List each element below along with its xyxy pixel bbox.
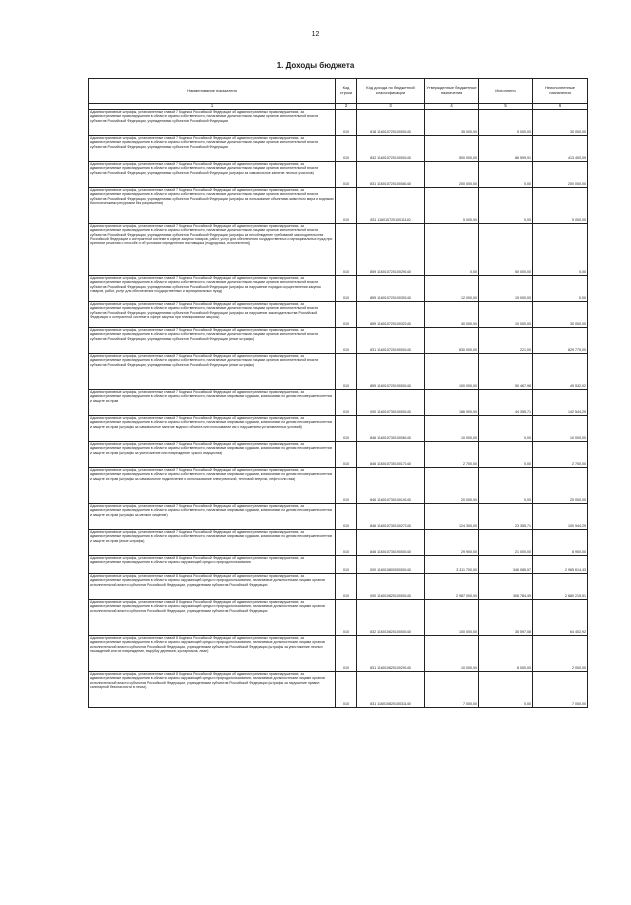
unexecuted-amount: 2 700,00 (533, 442, 588, 468)
row-code: 010 (336, 390, 357, 416)
indicator-name: Административные штрафы, установленные главой 7 Кодекса Российской Федерации об административных правонарушениях, за административные правонарушения в области охраны собственности, налагаемые мировыми судьями, комиссиями по делам несовершеннолетних и защите их прав (89, 390, 336, 416)
approved-amount: 5 000,00 (425, 188, 479, 224)
indicator-name: Административные штрафы, установленные главой 7 Кодекса Российской Федерации об административных правонарушениях, за административные правонарушения в области охраны собственности, налагаемые должностными лицами органов исполнительной власти субъектов Российской Федерации, учреждениями субъектов Российской Федерации (иные штрафы) (89, 328, 336, 354)
table-row (89, 224, 588, 276)
income-code: 859 11601072019000140 (357, 354, 425, 390)
table-row (89, 636, 588, 672)
row-code: 010 (336, 504, 357, 530)
unexecuted-amount: 829 779,00 (533, 328, 588, 354)
table-row (89, 468, 588, 504)
indicator-name: Административные штрафы, установленные главой 7 Кодекса Российской Федерации об административных правонарушениях, за административные правонарушения в области охраны собственности, налагаемые должностными лицами органов исполнительной власти субъектов Российской Федерации, учреждениями субъектов Российской Федерации (штрафы за несоблюдение требований законодательства Российской Федерации о контрактной системе в сфере закупок товаров, работ, услуг для обеспечения государственных и муниципальных нужд при принятии решения о способе и об условиях определения поставщика (подрядчика, исполнителя)) (89, 224, 336, 276)
approved-amount: 0,00 (425, 224, 479, 276)
indicator-name: Административные штрафы, установленные главой 7 Кодекса Российской Федерации об административных правонарушениях, за административные правонарушения в области охраны собственности, налагаемые должностными лицами органов исполнительной власти субъектов Российской Федерации, учреждениями субъектов Российской Федерации (штрафы за пользование объектами животного мира и водными биологическими ресурсами без разрешения) (89, 188, 336, 224)
executed-amount: 10 000,00 (479, 302, 533, 328)
income-code: 000 11601073010000140 (357, 390, 425, 416)
header-unexecuted: Неисполненные назначения (533, 79, 588, 104)
indicator-name: Административные штрафы, установленные главой 7 Кодекса Российской Федерации об административных правонарушениях, за административные правонарушения в области охраны собственности, налагаемые мировыми судьями, комиссиями по делам несовершеннолетних и защите их прав (штрафы за самовольное подключение и использование электрической, тепловой энергии, нефти или газа) (89, 468, 336, 504)
header-row-code: Код строки (336, 79, 357, 104)
column-number: 3 (357, 104, 425, 110)
header-row (89, 79, 588, 104)
approved-amount: 200 000,00 (425, 162, 479, 188)
executed-amount: 86 599,91 (479, 136, 533, 162)
income-code: 832 11601072010000140 (357, 136, 425, 162)
executed-amount: 44 355,71 (479, 390, 533, 416)
table-row (89, 188, 588, 224)
unexecuted-amount: 413 400,09 (533, 136, 588, 162)
table-row (89, 276, 588, 302)
income-code: 846 11601073010027140 (357, 504, 425, 530)
approved-amount: 500 000,00 (425, 136, 479, 162)
approved-amount: 7 000,00 (425, 672, 479, 708)
column-number: 4 (425, 104, 479, 110)
indicator-name: Административные штрафы, установленные главой 7 Кодекса Российской Федерации об административных правонарушениях, за административные правонарушения в области охраны собственности, налагаемые должностными лицами органов исполнительной власти субъектов Российской Федерации, учреждениями субъектов Российской Федерации (штрафы за самовольное занятие лесных участков) (89, 162, 336, 188)
unexecuted-amount: 142 544,29 (533, 390, 588, 416)
indicator-name: Административные штрафы, установленные главой 7 Кодекса Российской Федерации об административных правонарушениях, за административные правонарушения в области охраны собственности, налагаемые мировыми судьями, комиссиями по делам несовершеннолетних и защите их прав (штрафы за уничтожение или повреждение чужого имущества) (89, 442, 336, 468)
income-code: 831 11601072010008140 (357, 162, 425, 188)
income-code: 831 11601072019000140 (357, 328, 425, 354)
indicator-name: Административные штрафы, установленные главой 7 Кодекса Российской Федерации об административных правонарушениях, за административные правонарушения в области охраны собственности, налагаемые мировыми судьями, комиссиями по делам несовершеннолетних и защите их прав (штрафы за самовольное занятие водного объекта или пользование им с нарушением установленных условий) (89, 416, 336, 442)
column-number: 1 (89, 104, 336, 110)
approved-amount: 100 000,00 (425, 354, 479, 390)
unexecuted-amount: 20 000,00 (533, 468, 588, 504)
row-code: 010 (336, 302, 357, 328)
indicator-name: Административные штрафы, установленные главой 7 Кодекса Российской Федерации об административных правонарушениях, за административные правонарушения в области охраны собственности, налагаемые должностными лицами органов исполнительной власти субъектов Российской Федерации, учреждениями субъектов Российской Федерации (штрафы за нарушение порядка осуществления закупок товаров, работ, услуг для обеспечения государственных и муниципальных нужд) (89, 276, 336, 302)
executed-amount: 0,00 (479, 672, 533, 708)
header-approved: Утвержденные бюджетные назначения (425, 79, 479, 104)
table-row (89, 328, 588, 354)
indicator-name: Административные штрафы, установленные главой 7 Кодекса Российской Федерации об административных правонарушениях, за административные правонарушения в области охраны собственности, налагаемые должностными лицами органов исполнительной власти субъектов Российской Федерации, учреждениями субъектов Российской Федерации (89, 110, 336, 136)
approved-amount: 186 900,00 (425, 390, 479, 416)
income-code: 846 11601073010017140 (357, 442, 425, 468)
approved-amount: 124 300,00 (425, 504, 479, 530)
unexecuted-amount: 8 900,00 (533, 530, 588, 556)
indicator-name: Административные штрафы, установленные главой 8 Кодекса Российской Федерации об административных правонарушениях, за административные правонарушения в области охраны окружающей среды и природопользования, налагаемые должностными лицами органов исполнительной власти субъектов Российской Федерации, учреждениями субъектов Российской Федерации (89, 574, 336, 600)
table-row (89, 504, 588, 530)
table-row (89, 556, 588, 574)
unexecuted-amount: 49 532,02 (533, 354, 588, 390)
indicator-name: Административные штрафы, установленные главой 8 Кодекса Российской Федерации об административных правонарушениях, за административные правонарушения в области охраны окружающей среды и природопользования, налагаемые должностными лицами органов исполнительной власти субъектов Российской Федерации, учреждениями субъектов Российской Федерации (штрафы за нарушение правил санитарной безопасности в лесах) (89, 672, 336, 708)
row-code: 010 (336, 574, 357, 600)
indicator-name: Административные штрафы, установленные главой 7 Кодекса Российской Федерации об административных правонарушениях, за административные правонарушения в области охраны собственности, налагаемые мировыми судьями, комиссиями по делам несовершеннолетних и защите их прав (иные штрафы) (89, 530, 336, 556)
row-code: 010 (336, 556, 357, 574)
table-row (89, 530, 588, 556)
executed-amount: 0,00 (479, 188, 533, 224)
table-row (89, 416, 588, 442)
executed-amount: 0,00 (479, 468, 533, 504)
row-code: 010 (336, 276, 357, 302)
header-executed: Исполнено (479, 79, 533, 104)
table-row (89, 600, 588, 636)
unexecuted-amount: 2 965 614,43 (533, 556, 588, 574)
indicator-name: Административные штрафы, установленные главой 8 Кодекса Российской Федерации об административных правонарушениях, за административные правонарушения в области охраны окружающей среды и природопользования, налагаемые должностными лицами органов исполнительной власти субъектов Российской Федерации, учреждениями субъектов Российской Федерации (89, 600, 336, 636)
indicator-name: Административные штрафы, установленные главой 7 Кодекса Российской Федерации об административных правонарушениях, за административные правонарушения в области охраны собственности, налагаемые должностными лицами органов исполнительной власти субъектов Российской Федерации, учреждениями субъектов Российской Федерации (иные штрафы) (89, 354, 336, 390)
header-income-code: Код дохода по бюджетной классификации (357, 79, 425, 104)
executed-amount: 346 085,57 (479, 556, 533, 574)
row-code: 010 (336, 442, 357, 468)
table-row (89, 390, 588, 416)
income-code: 846 11601073010019140 (357, 468, 425, 504)
row-code: 010 (336, 110, 357, 136)
indicator-name: Административные штрафы, установленные главой 7 Кодекса Российской Федерации об административных правонарушениях, за административные правонарушения в области охраны собственности, налагаемые мировыми судьями, комиссиями по делам несовершеннолетних и защите их прав (штрафы за мелкое хищение) (89, 504, 336, 530)
indicator-name: Административные штрафы, установленные главой 8 Кодекса Российской Федерации об административных правонарушениях, за административные правонарушения в области охраны окружающей среды и природопользования, налагаемые должностными лицами органов исполнительной власти субъектов Российской Федерации, учреждениями субъектов Российской Федерации (штрафы за уничтожение лесных насаждений или их повреждение, вырубку деревьев, кустарников, лиан) (89, 636, 336, 672)
table-row (89, 136, 588, 162)
approved-amount: 2 700,00 (425, 442, 479, 468)
column-number: 2 (336, 104, 357, 110)
unexecuted-amount: 0,00 (533, 224, 588, 276)
income-code: 831 11601082010031140 (357, 672, 425, 708)
income-code: 859 11601072010029140 (357, 224, 425, 276)
unexecuted-amount: 10 000,00 (533, 416, 588, 442)
indicator-name: Административные штрафы, установленные главой 7 Кодекса Российской Федерации об административных правонарушениях, за административные правонарушения в области охраны собственности, налагаемые должностными лицами органов исполнительной власти субъектов Российской Федерации, учреждениями субъектов Российской Федерации (89, 136, 336, 162)
approved-amount: 10 000,00 (425, 416, 479, 442)
executed-amount: 0,00 (479, 416, 533, 442)
approved-amount: 2 987 000,00 (425, 574, 479, 600)
executed-amount: 0,00 (479, 162, 533, 188)
executed-amount: 21 000,00 (479, 530, 533, 556)
income-code: 859 11601072010032140 (357, 302, 425, 328)
table-row (89, 162, 588, 188)
table-row (89, 442, 588, 468)
section-title: 1. Доходы бюджета (276, 61, 355, 70)
row-code: 010 (336, 188, 357, 224)
income-code: 846 11601073019000140 (357, 530, 425, 556)
approved-amount: 29 900,00 (425, 530, 479, 556)
table-row (89, 672, 588, 708)
income-code: 859 11601072010030140 (357, 276, 425, 302)
header-name: Наименование показателя (89, 79, 336, 104)
approved-amount: 40 000,00 (425, 302, 479, 328)
income-code: 818 11601072010000140 (357, 110, 425, 136)
unexecuted-amount: 2 680 215,51 (533, 574, 588, 600)
indicator-name: Административные штрафы, установленные главой 7 Кодекса Российской Федерации об административных правонарушениях, за административные правонарушения в области охраны собственности, налагаемые должностными лицами органов исполнительной власти субъектов Российской Федерации, учреждениями субъектов Российской Федерации (штрафы за нарушение законодательства Российской Федерации о контрактной системе в сфере закупок при планировании закупок) (89, 302, 336, 328)
income-code: 000 11601080000000140 (357, 556, 425, 574)
row-code: 010 (336, 600, 357, 636)
executed-amount: 35 597,08 (479, 600, 533, 636)
approved-amount: 3 311 700,00 (425, 556, 479, 574)
column-number: 6 (533, 104, 588, 110)
row-code: 010 (336, 636, 357, 672)
table-row (89, 354, 588, 390)
executed-amount: 23 355,71 (479, 504, 533, 530)
income-code: 831 11601082010029140 (357, 636, 425, 672)
unexecuted-amount: 200 000,00 (533, 162, 588, 188)
page-number: 12 (311, 31, 320, 38)
executed-amount: 50 467,98 (479, 354, 533, 390)
column-number: 5 (479, 104, 533, 110)
approved-amount: 12 000,00 (425, 276, 479, 302)
row-code: 010 (336, 136, 357, 162)
table-row (89, 302, 588, 328)
approved-amount: 100 000,00 (425, 600, 479, 636)
row-code: 010 (336, 672, 357, 708)
table-row (89, 574, 588, 600)
income-code: 846 11601073010006140 (357, 416, 425, 442)
unexecuted-amount: 2 000,00 (533, 636, 588, 672)
unexecuted-amount: 100 944,29 (533, 504, 588, 530)
executed-amount: 50 000,00 (479, 224, 533, 276)
executed-amount: 221,00 (479, 328, 533, 354)
unexecuted-amount: 7 000,00 (533, 672, 588, 708)
unexecuted-amount: 5 000,00 (533, 188, 588, 224)
table-body (89, 110, 588, 708)
unexecuted-amount: 30 000,00 (533, 110, 588, 136)
approved-amount: 20 000,00 (425, 468, 479, 504)
row-code: 010 (336, 468, 357, 504)
income-table (88, 78, 588, 708)
row-code: 010 (336, 416, 357, 442)
row-code: 010 (336, 530, 357, 556)
income-code: 832 11601082010000140 (357, 600, 425, 636)
row-code: 010 (336, 354, 357, 390)
executed-amount: 306 784,49 (479, 574, 533, 600)
row-code: 010 (336, 162, 357, 188)
executed-amount: 0,00 (479, 442, 533, 468)
unexecuted-amount: 0,00 (533, 276, 588, 302)
approved-amount: 830 000,00 (425, 328, 479, 354)
executed-amount: 5 000,00 (479, 110, 533, 136)
approved-amount: 35 000,00 (425, 110, 479, 136)
indicator-name: Административные штрафы, установленные главой 8 Кодекса Российской Федерации об административных правонарушениях, за административные правонарушения в области охраны окружающей среды и природопользования (89, 556, 336, 574)
unexecuted-amount: 30 000,00 (533, 302, 588, 328)
table-row (89, 110, 588, 136)
unexecuted-amount: 64 402,92 (533, 600, 588, 636)
executed-amount: 8 000,00 (479, 636, 533, 672)
row-code: 010 (336, 224, 357, 276)
income-code: 000 11601082010000140 (357, 574, 425, 600)
approved-amount: 10 000,00 (425, 636, 479, 672)
row-code: 010 (336, 328, 357, 354)
income-code: 831 11601072010011140 (357, 188, 425, 224)
executed-amount: 15 000,00 (479, 276, 533, 302)
